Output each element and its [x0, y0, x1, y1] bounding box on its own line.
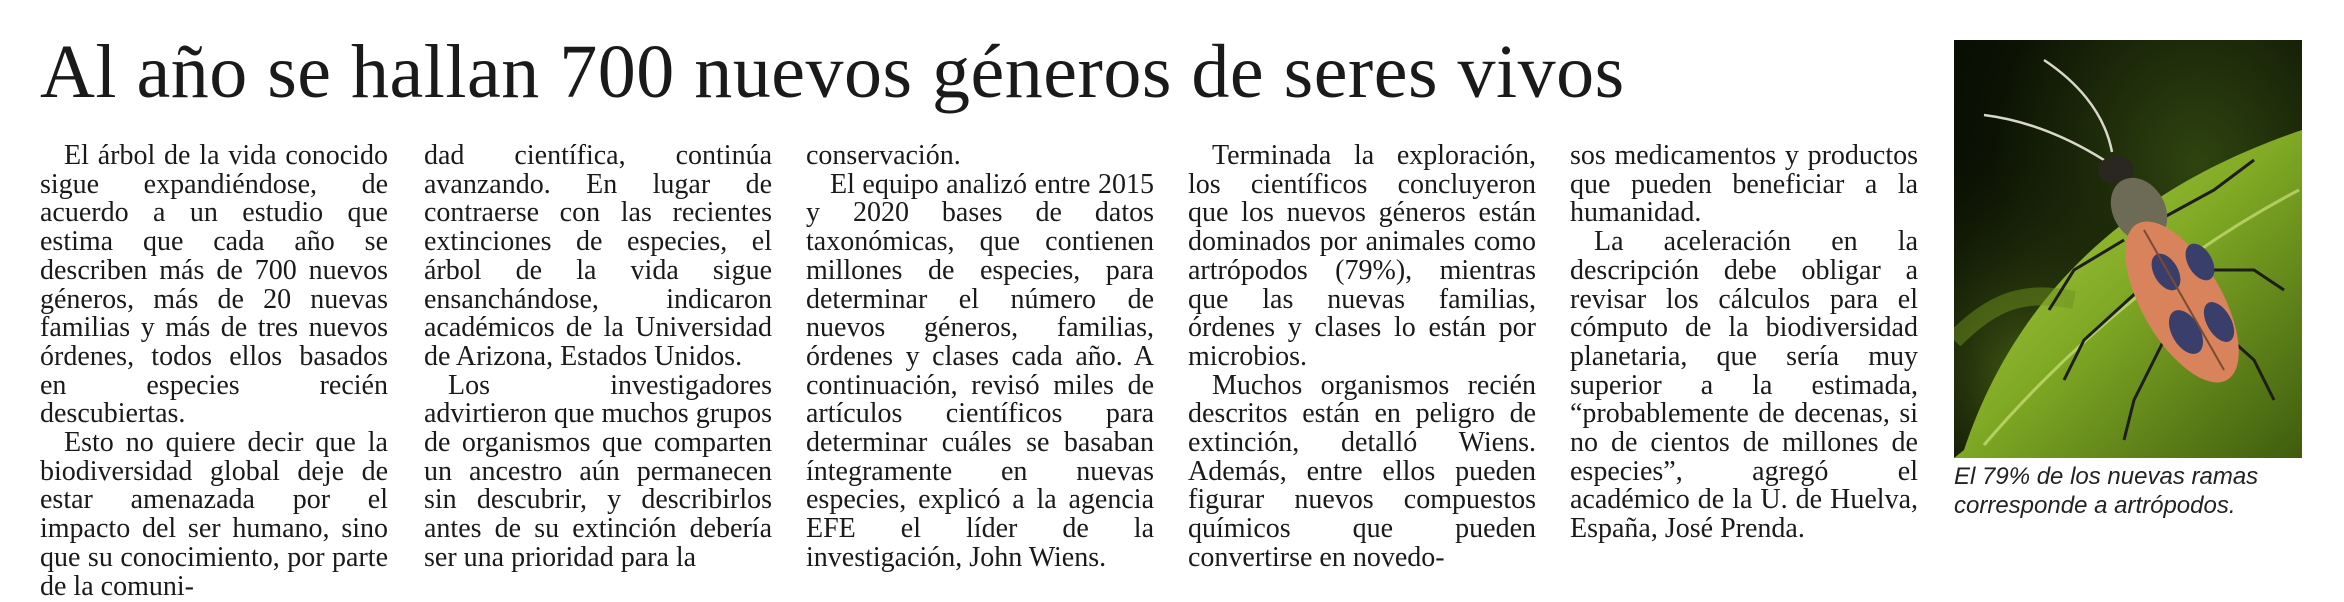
paragraph: Esto no quiere decir que la biodiversidad global deje de estar amenazada por el impacto del ser humano, sino que su conocimiento, por parte de la comuni- [40, 427, 388, 602]
paragraph: conservación. [806, 140, 961, 171]
paragraph: El equipo analizó entre 2015 y 2020 bases de datos taxonómicas, que contienen millones de especies, para determinar el número de nuevos géneros, familias, órdenes y clases cada año. A continuación, revisó miles de artículos científicos para determinar cuáles se basaban íntegramente en nuevas especies, explicó a la agencia EFE el líder de la investigación, John Wiens. [806, 168, 1154, 573]
paragraph: La aceleración en la descripción debe obligar a revisar los cálculos para el cómputo de la biodiversidad planetaria, que sería muy superior a la estimada, “probablemente de decenas, si no de cientos de millones de especies”, agregó el académico de la U. de Huelva, España, José Prenda. [1570, 226, 1918, 545]
article-column-4 [1188, 142, 1536, 573]
article-column-2 [424, 142, 772, 573]
photo-caption: El 79% de los nuevas ramas corresponde a artrópodos. [1954, 463, 2259, 519]
paragraph: Los investigadores advirtieron que muchos grupos de organismos que comparten un ancestro aún permanecen sin descubrir, y describirlos antes de su extinción debería ser una prioridad para la [424, 369, 772, 573]
paragraph: sos medicamentos y productos que pueden beneficiar a la humanidad. [1570, 140, 1918, 229]
article-column-1 [40, 142, 388, 601]
paragraph: Muchos organismos recién descritos están en peligro de extinción, detalló Wiens. Además, entre ellos pueden figurar nuevos compuestos químicos que pueden convertirse en novedo- [1188, 369, 1536, 573]
article-column-3 [806, 142, 1154, 573]
article-column-5 [1570, 142, 1918, 544]
paragraph: El árbol de la vida conocido sigue expandiéndose, de acuerdo a un estudio que estima que cada año se describen más de 700 nuevos géneros, más de 20 nuevas familias y más de tres nuevos órdenes, todos ellos basados en especies recién descubiertas. [40, 140, 388, 430]
headline: Al año se hallan 700 nuevos géneros de seres vivos [40, 30, 1625, 114]
paragraph: dad científica, continúa avanzando. En lugar de contraerse con las recientes extinciones de especies, el árbol de la vida sigue ensanchándose, indicaron académicos de la Universidad de Arizona, Estados Unidos. [424, 140, 772, 372]
paragraph: Terminada la exploración, los científicos concluyeron que los nuevos géneros están dominados por animales como artrópodos (79%), mientras que las nuevas familias, órdenes y clases lo están por microbios. [1188, 140, 1536, 372]
beetle-photo [1954, 40, 2302, 458]
beetle-on-leaf-illustration [1954, 40, 2302, 458]
